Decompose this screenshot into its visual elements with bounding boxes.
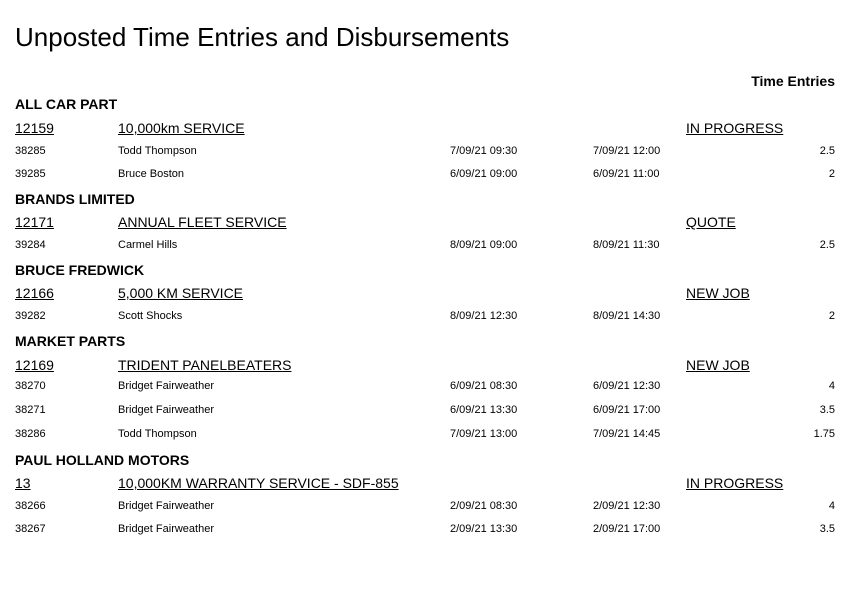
entry-start-time: 6/09/21 08:30 (450, 380, 518, 392)
entry-staff: Todd Thompson (118, 145, 197, 157)
job-number-link[interactable]: 12169 (15, 357, 54, 373)
time-entry-row (0, 500, 856, 520)
entry-staff: Todd Thompson (118, 428, 197, 440)
job-description-link[interactable]: 5,000 KM SERVICE (118, 285, 244, 301)
client-name: BRUCE FREDWICK (15, 262, 145, 278)
entry-hours: 3.5 (819, 523, 835, 535)
time-entry-row (0, 380, 856, 400)
entry-staff: Carmel Hills (118, 239, 178, 251)
client-header (0, 262, 856, 282)
entry-end-time: 6/09/21 12:30 (593, 380, 661, 392)
job-row (0, 475, 856, 495)
entry-start-time: 8/09/21 09:00 (450, 239, 518, 251)
entry-hours: 2 (828, 168, 835, 180)
entry-hours: 2.5 (819, 145, 835, 157)
entry-id: 38271 (15, 404, 46, 416)
entry-end-time: 2/09/21 12:30 (593, 500, 661, 512)
entry-end-time: 6/09/21 11:00 (593, 168, 660, 180)
client-header (0, 452, 856, 472)
time-entry-row (0, 523, 856, 543)
entry-hours: 2.5 (819, 239, 835, 251)
job-number-link[interactable]: 12171 (15, 214, 54, 230)
job-description-link[interactable]: 10,000KM WARRANTY SERVICE - SDF-855 (118, 475, 399, 491)
entry-hours: 2 (828, 310, 835, 322)
time-entry-row (0, 168, 856, 188)
entry-staff: Bridget Fairweather (118, 404, 214, 416)
entry-start-time: 2/09/21 13:30 (450, 523, 518, 535)
entry-id: 38270 (15, 380, 46, 392)
entry-start-time: 7/09/21 09:30 (450, 145, 518, 157)
job-row (0, 120, 856, 140)
job-description-link[interactable]: 10,000km SERVICE (118, 120, 245, 136)
report-title: Unposted Time Entries and Disbursements (15, 22, 510, 52)
entry-start-time: 7/09/21 13:00 (450, 428, 518, 440)
job-description-link[interactable]: ANNUAL FLEET SERVICE (118, 214, 287, 230)
job-status-link[interactable]: NEW JOB (686, 357, 750, 373)
entry-end-time: 7/09/21 14:45 (593, 428, 661, 440)
entry-end-time: 6/09/21 17:00 (593, 404, 661, 416)
client-name: ALL CAR PART (15, 96, 118, 112)
job-status-link[interactable]: NEW JOB (686, 285, 750, 301)
client-header (0, 333, 856, 353)
client-header (0, 96, 856, 116)
job-number-link[interactable]: 13 (15, 475, 31, 491)
entry-end-time: 8/09/21 11:30 (593, 239, 660, 251)
entry-start-time: 8/09/21 12:30 (450, 310, 518, 322)
entry-start-time: 6/09/21 09:00 (450, 168, 518, 180)
job-status-link[interactable]: QUOTE (686, 214, 736, 230)
entry-end-time: 8/09/21 14:30 (593, 310, 661, 322)
entry-staff: Bridget Fairweather (118, 500, 214, 512)
time-entry-row (0, 145, 856, 165)
entry-hours: 4 (828, 500, 835, 512)
job-row (0, 285, 856, 305)
job-description-link[interactable]: TRIDENT PANELBEATERS (118, 357, 292, 373)
client-header (0, 191, 856, 211)
entry-id: 38267 (15, 523, 46, 535)
client-name: BRANDS LIMITED (15, 191, 135, 207)
time-entry-row (0, 239, 856, 259)
time-entry-row (0, 404, 856, 424)
entry-end-time: 2/09/21 17:00 (593, 523, 661, 535)
client-name: PAUL HOLLAND MOTORS (15, 452, 190, 468)
entry-id: 38266 (15, 500, 46, 512)
client-name: MARKET PARTS (15, 333, 126, 349)
entry-id: 38286 (15, 428, 46, 440)
job-number-link[interactable]: 12166 (15, 285, 54, 301)
entry-staff: Bridget Fairweather (118, 523, 214, 535)
job-status-link[interactable]: IN PROGRESS (686, 120, 784, 136)
entry-staff: Scott Shocks (118, 310, 183, 322)
entry-start-time: 6/09/21 13:30 (450, 404, 518, 416)
entry-hours: 4 (828, 380, 835, 392)
job-number-link[interactable]: 12159 (15, 120, 54, 136)
entry-end-time: 7/09/21 12:00 (593, 145, 661, 157)
job-row (0, 214, 856, 234)
entry-id: 39285 (15, 168, 46, 180)
entry-id: 39282 (15, 310, 46, 322)
entry-hours: 3.5 (819, 404, 835, 416)
entry-id: 38285 (15, 145, 46, 157)
section-label-time-entries: Time Entries (751, 73, 835, 89)
entry-id: 39284 (15, 239, 46, 251)
entry-staff: Bridget Fairweather (118, 380, 214, 392)
job-row (0, 357, 856, 377)
time-entry-row (0, 310, 856, 330)
entry-staff: Bruce Boston (118, 168, 185, 180)
entry-start-time: 2/09/21 08:30 (450, 500, 518, 512)
entry-hours: 1.75 (813, 428, 835, 440)
job-status-link[interactable]: IN PROGRESS (686, 475, 784, 491)
time-entry-row (0, 428, 856, 448)
